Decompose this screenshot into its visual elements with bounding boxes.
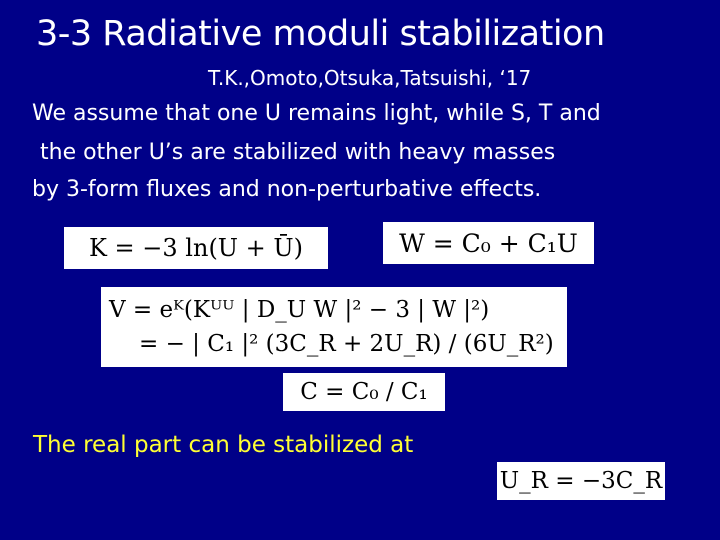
scalar-potential-equation [101, 287, 567, 367]
ratio-definition-equation: C = C₀ / C₁ [283, 373, 445, 411]
body-line-1: We assume that one U remains light, while S, T and [32, 101, 601, 126]
scalar-potential-line-2: = − | C₁ |² (3C_R + 2U_R) / (6U_R²) [139, 331, 554, 357]
conclusion-text: The real part can be stabilized at [33, 432, 414, 458]
scalar-potential-line-1: V = eᴷ(Kᵁᵁ | D_U W |² − 3 | W |²) [109, 297, 490, 323]
kahler-potential-equation: K = −3 ln(U + Ū) [64, 227, 328, 269]
authors-citation: T.K.,Omoto,Otsuka,Tatsuishi, ‘17 [208, 66, 532, 90]
body-line-3: by 3-form fluxes and non-perturbative effects. [32, 177, 542, 202]
solution-equation: U_R = −3C_R [497, 462, 665, 500]
body-line-2: the other U’s are stabilized with heavy masses [40, 140, 556, 165]
superpotential-equation: W = C₀ + C₁U [383, 222, 594, 264]
slide-title: 3-3 Radiative moduli stabilization [36, 14, 605, 54]
